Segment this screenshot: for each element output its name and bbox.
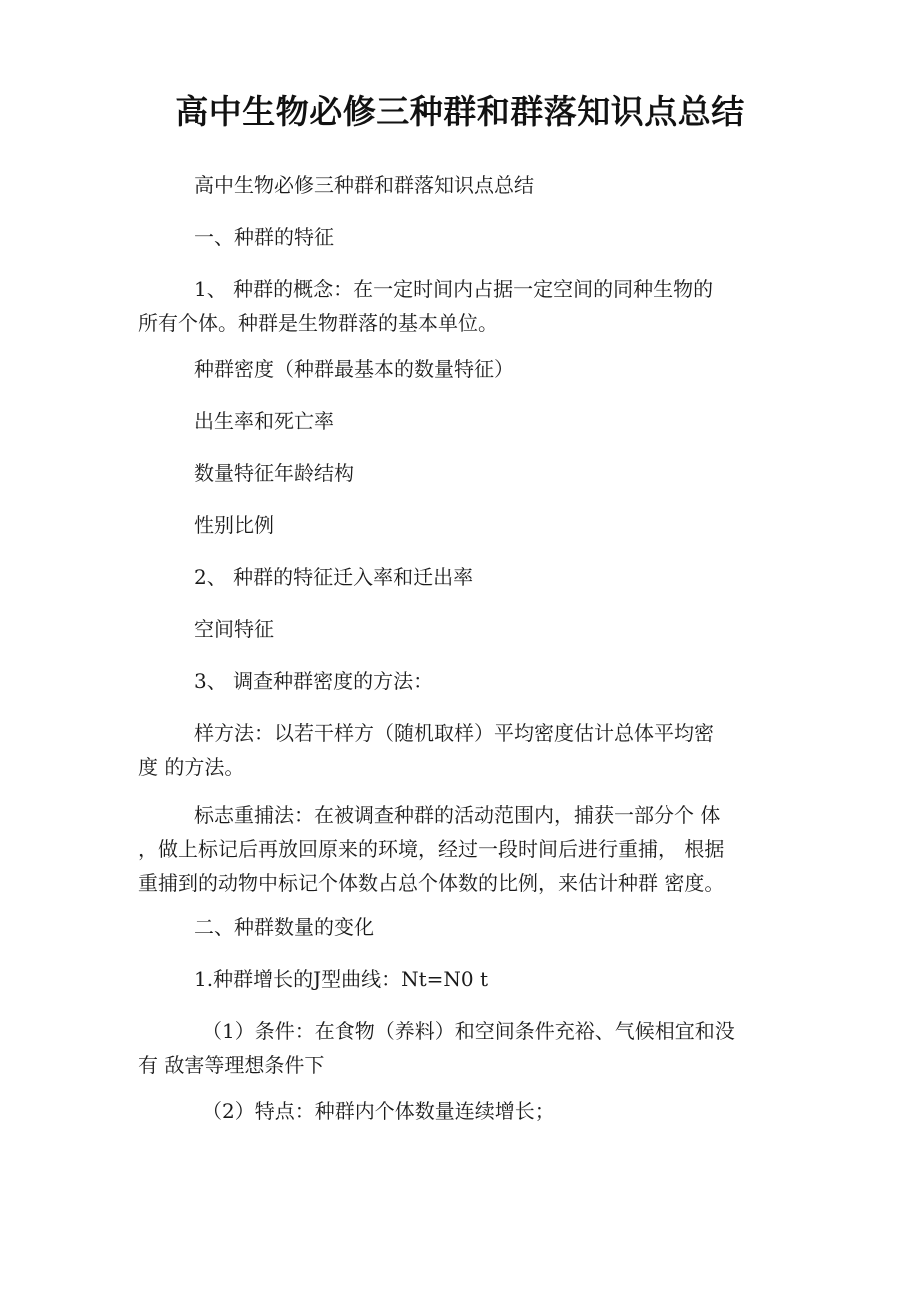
paragraph-line: （1）条件：在食物（养料）和空间条件充裕、气候相宜和没 [202,1019,735,1043]
paragraph-line: 度 的方法。 [138,755,245,779]
paragraph-line: 标志重捕法：在被调查种群的活动范围内，捕获一部分个 体 [194,803,721,827]
paragraph-birth-death [138,404,854,438]
paragraph-line: （2）特点：种群内个体数量连续增长； [202,1099,555,1123]
paragraph-line: 所有个体。种群是生物群落的基本单位。 [138,311,498,335]
paragraph-line: 种群密度（种群最基本的数量特征） [194,357,514,381]
paragraph-line: 2、 种群的特征迁入率和迁出率 [194,565,474,589]
paragraph-line: 有 敌害等理想条件下 [138,1053,325,1077]
section-heading-2 [138,910,854,944]
paragraph-line: 二、种群数量的变化 [194,915,374,939]
paragraph-line: 3、 调查种群密度的方法： [194,669,434,693]
paragraph-line: 1、 种群的概念：在一定时间内占据一定空间的同种生物的 [194,277,714,301]
paragraph-line: 一、种群的特征 [194,225,334,249]
paragraph-line: 出生率和死亡率 [194,409,334,433]
paragraph-line: 1.种群增长的J型曲线：Nt=N0 t [194,967,489,991]
paragraph-density [138,352,854,386]
paragraph-population-concept [138,272,798,340]
paragraph-line: ，做上标记后再放回原来的环境，经过一段时间后进行重捕， 根据 [138,837,725,861]
paragraph-line: 数量特征年龄结构 [194,461,354,485]
paragraph-mark-recapture [138,798,798,900]
paragraph-quadrat-method [138,716,798,784]
paragraph-age-structure [138,456,854,490]
paragraph-migration [138,560,854,594]
paragraph-spatial [138,612,854,646]
paragraph-sex-ratio [138,508,854,542]
paragraph-survey-methods [138,664,854,698]
paragraph-line: 重捕到的动物中标记个体数占总个体数的比例，来估计种群 密度。 [138,871,725,895]
paragraph-line: 高中生物必修三种群和群落知识点总结 [194,173,534,197]
paragraph-line: 样方法：以若干样方（随机取样）平均密度估计总体平均密 [194,721,714,745]
paragraph-j-curve [138,962,854,996]
paragraph-subtitle [138,168,854,202]
document-title: 高中生物必修三种群和群落知识点总结 [175,92,745,131]
paragraph-line: 性别比例 [194,513,274,537]
paragraph-conditions [138,1014,798,1082]
paragraph-features [138,1094,862,1128]
paragraph-line: 空间特征 [194,617,274,641]
section-heading-1 [138,220,854,254]
